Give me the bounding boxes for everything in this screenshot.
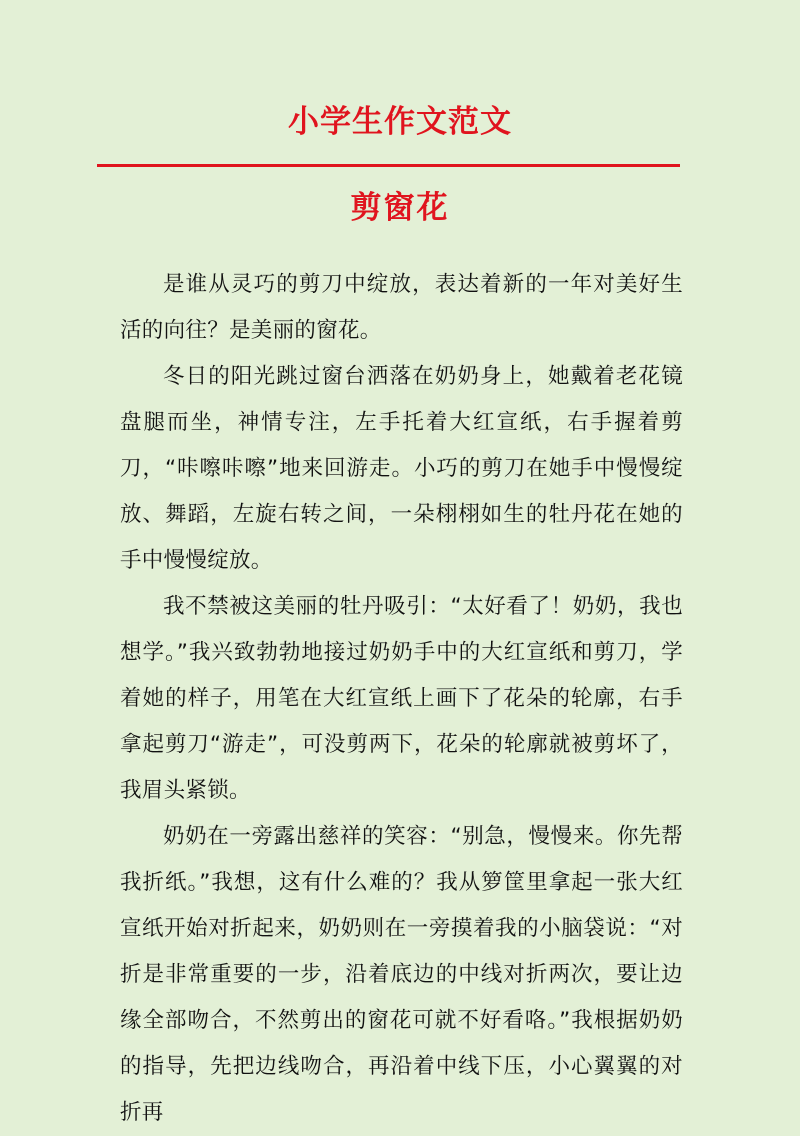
paragraph: 是谁从灵巧的剪刀中绽放，表达着新的一年对美好生活的向往？是美丽的窗花。 xyxy=(120,272,683,343)
article-title: 剪窗花 xyxy=(350,190,450,226)
paragraph: 我不禁被这美丽的牡丹吸引：“太好看了！奶奶，我也想学。”我兴致勃勃地接过奶奶手中的大红宣纸和剪刀，学着她的样子，用笔在大红宣纸上画下了花朵的轮廓，右手拿起剪刀“游走”，可没剪两下，花朵的轮廓就被剪坏了，我眉头紧锁。 xyxy=(120,594,683,803)
paragraph: 冬日的阳光跳过窗台洒落在奶奶身上，她戴着老花镜盘腿而坐，神情专注，左手托着大红宣纸，右手握着剪刀，“咔嚓咔嚓”地来回游走。小巧的剪刀在她手中慢慢绽放、舞蹈，左旋右转之间，一朵栩栩如生的牡丹花在她的手中慢慢绽放。 xyxy=(120,364,683,573)
article-body xyxy=(120,262,683,1136)
header-title: 小学生作文范文 xyxy=(288,104,512,140)
paragraph: 奶奶在一旁露出慈祥的笑容：“别急，慢慢来。你先帮我折纸。”我想，这有什么难的？我从箩筐里拿起一张大红宣纸开始对折起来，奶奶则在一旁摸着我的小脑袋说：“对折是非常重要的一步，沿着底边的中线对折两次，要让边缘全部吻合，不然剪出的窗花可就不好看咯。”我根据奶奶的指导，先把边线吻合，再沿着中线下压，小心翼翼的对折再 xyxy=(120,824,683,1125)
header-divider xyxy=(97,164,680,167)
